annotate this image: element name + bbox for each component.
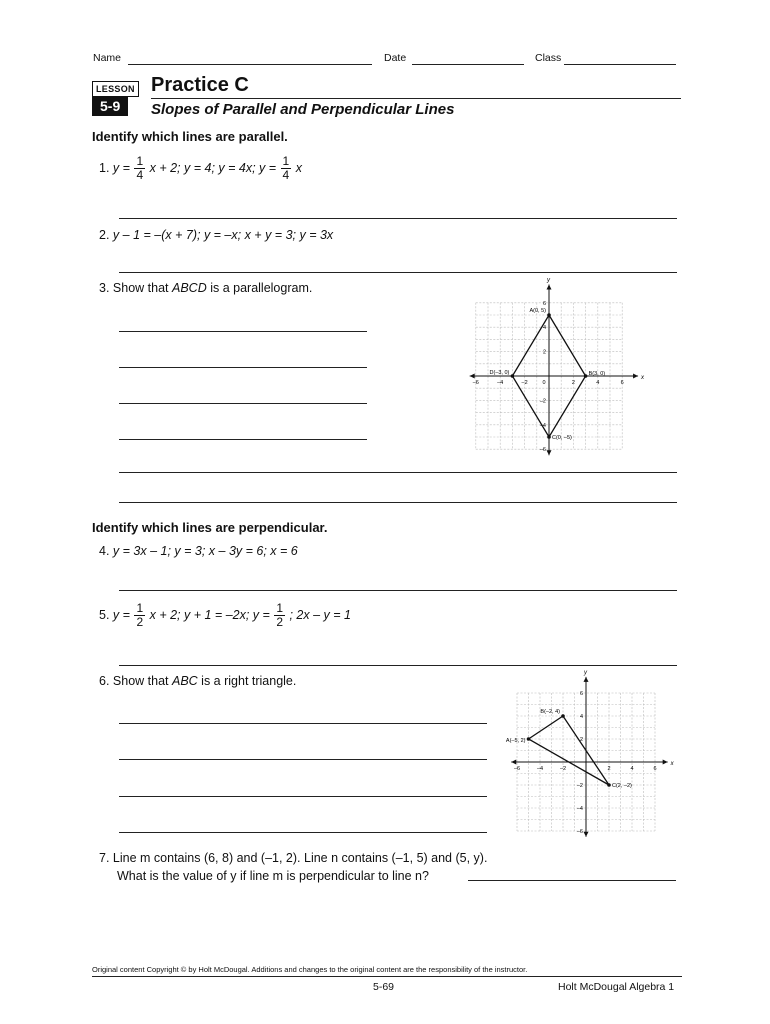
x-tick-label: –6 [513, 766, 521, 772]
y-tick-label: –6 [539, 447, 546, 454]
vertex-label-c: C(0, –5) [552, 435, 572, 441]
vertex-label-d: D(–3, 0) [489, 370, 510, 376]
vertex-b [561, 714, 565, 718]
title-divider [151, 98, 681, 99]
answer-line-q3[interactable] [119, 439, 367, 440]
q6-figure-name: ABC [172, 674, 198, 688]
x-axis-arrow [511, 760, 516, 765]
x-tick-label: –4 [497, 380, 504, 386]
answer-line-q3[interactable] [119, 472, 677, 473]
y-tick-label: –6 [576, 829, 583, 835]
x-tick-label: –2 [559, 766, 567, 772]
q4-text: y = 3x – 1; y = 3; x – 3y = 6; x = 6 [112, 544, 298, 558]
answer-line-q1[interactable] [119, 218, 677, 219]
x-tick-label: 4 [630, 766, 634, 772]
y-tick-label: 4 [542, 325, 546, 332]
question-6 [99, 674, 296, 688]
question-number: 7. [99, 851, 110, 865]
q3-figure-name: ABCD [172, 281, 207, 295]
vertex-a [547, 313, 551, 317]
q6-text-b: is a right triangle. [197, 674, 297, 688]
q5-text-c: ; 2x – y = 1 [289, 607, 351, 622]
triangle-abc [529, 716, 610, 785]
q6-text-a: Show that [112, 674, 172, 688]
answer-line-q6[interactable] [119, 723, 487, 724]
x-tick-label: 6 [653, 766, 657, 772]
answer-line-q5[interactable] [119, 665, 677, 666]
vertex-a [527, 737, 531, 741]
answer-line-q6[interactable] [119, 796, 487, 797]
page-subtitle: Slopes of Parallel and Perpendicular Lines [151, 101, 455, 118]
y-tick-label: –2 [539, 398, 546, 405]
fraction-one-fourth: $\frac{1}{4}$ [136, 154, 144, 182]
question-number: 4. [99, 544, 110, 558]
x-tick-label: –2 [521, 380, 528, 386]
y-tick-label: 4 [579, 714, 583, 720]
lesson-label: LESSON [92, 81, 139, 97]
x-axis-label: x [670, 761, 674, 767]
name-label: Name [93, 52, 122, 64]
y-tick-label: 2 [579, 737, 583, 743]
question-2 [99, 228, 333, 242]
name-blank[interactable] [128, 64, 372, 65]
y-axis-arrow [547, 285, 552, 290]
fraction-one-fourth: $\frac{1}{4}$ [282, 154, 290, 182]
x-axis-arrow [663, 760, 668, 765]
date-label: Date [384, 52, 407, 64]
q1-text-c: x [295, 160, 302, 175]
footer-divider [92, 976, 682, 977]
y-tick-label: –2 [576, 783, 583, 789]
x-tick-label: 0 [542, 380, 546, 386]
y-tick-label: –4 [539, 422, 546, 429]
q7-line-1: Line m contains (6, 8) and (–1, 2). Line n contains (–1, 5) and (5, y). [112, 851, 488, 865]
x-tick-label: –4 [536, 766, 544, 772]
vertex-label-a: A(–5, 2) [505, 738, 526, 744]
q1-text-b: x + 2; y = 4; y = 4x; y = [149, 160, 277, 175]
answer-line-q3[interactable] [119, 502, 677, 503]
x-tick-label: 2 [607, 766, 611, 772]
question-number: 2. [99, 228, 110, 242]
y-axis-arrow [584, 832, 589, 837]
y-axis-arrow [584, 677, 589, 682]
fraction-one-half: $\frac{1}{2}$ [136, 601, 144, 629]
question-1 [99, 155, 302, 182]
x-tick-label: 2 [571, 380, 575, 386]
vertex-c [547, 435, 551, 439]
q3-text-b: is a parallelogram. [206, 281, 313, 295]
answer-line-q3[interactable] [119, 367, 367, 368]
question-number: 3. [99, 281, 110, 295]
x-axis-label: x [641, 375, 645, 381]
y-tick-label: 2 [542, 349, 546, 356]
question-7 [99, 849, 487, 885]
section-heading-parallel: Identify which lines are parallel. [92, 129, 288, 144]
q7-line-2: What is the value of y if line m is perpendicular to line n? [117, 869, 429, 883]
vertex-d [511, 374, 515, 378]
question-number: 5. [99, 607, 110, 622]
page-number: 5-69 [373, 981, 395, 993]
answer-line-q6[interactable] [119, 759, 487, 760]
x-axis-arrow [633, 374, 638, 379]
x-tick-label: 4 [596, 380, 600, 386]
q5-text-b: x + 2; y + 1 = –2x; y = [149, 607, 270, 622]
fraction-one-half: $\frac{1}{2}$ [276, 601, 283, 629]
y-axis-label: y [547, 277, 550, 284]
graph-parallelogram [466, 275, 648, 460]
question-number: 1. [99, 160, 110, 175]
x-tick-label: 6 [620, 380, 624, 386]
vertex-label-a: A(0, 5) [529, 308, 546, 314]
graph-right-triangle [505, 669, 680, 842]
y-tick-label: –4 [576, 806, 583, 812]
answer-line-q7[interactable] [468, 880, 676, 881]
y-axis-label: y [584, 669, 587, 676]
answer-line-q6[interactable] [119, 832, 487, 833]
y-tick-label: 6 [542, 300, 546, 307]
question-number: 6. [99, 674, 110, 688]
x-axis-arrow [470, 374, 475, 379]
vertex-label-b: B(3, 0) [588, 371, 606, 377]
answer-line-q2[interactable] [119, 272, 677, 273]
class-blank[interactable] [564, 64, 676, 65]
q2-text: y – 1 = –(x + 7); y = –x; x + y = 3; y = 3x [112, 228, 334, 242]
section-heading-perpendicular: Identify which lines are perpendicular. [92, 520, 328, 535]
page-title: Practice C [151, 74, 249, 96]
vertex-c [607, 783, 611, 787]
vertex-label-c: C(2, –2) [612, 783, 632, 789]
answer-line-q3[interactable] [119, 403, 367, 404]
date-blank[interactable] [412, 64, 524, 65]
question-4 [99, 544, 298, 558]
copyright-notice: Original content Copyright © by Holt McDougal. Additions and changes to the original content are the responsibility of the instructor. [92, 965, 528, 974]
vertex-b [584, 374, 588, 378]
lesson-number: 5-9 [92, 96, 128, 116]
y-axis-arrow [547, 450, 552, 455]
book-title: Holt McDougal Algebra 1 [558, 981, 675, 993]
x-tick-label: –6 [472, 380, 479, 386]
answer-line-q3[interactable] [119, 331, 367, 332]
question-3 [99, 281, 312, 295]
q3-text-a: Show that [112, 281, 172, 295]
answer-line-q4[interactable] [119, 590, 677, 591]
q5-text-a: y = [112, 607, 130, 622]
class-label: Class [535, 52, 562, 64]
y-tick-label: 6 [579, 691, 583, 697]
vertex-label-b: B(–2, 4) [540, 709, 560, 715]
question-5 [99, 602, 351, 629]
q1-text-a: y = [112, 160, 130, 175]
